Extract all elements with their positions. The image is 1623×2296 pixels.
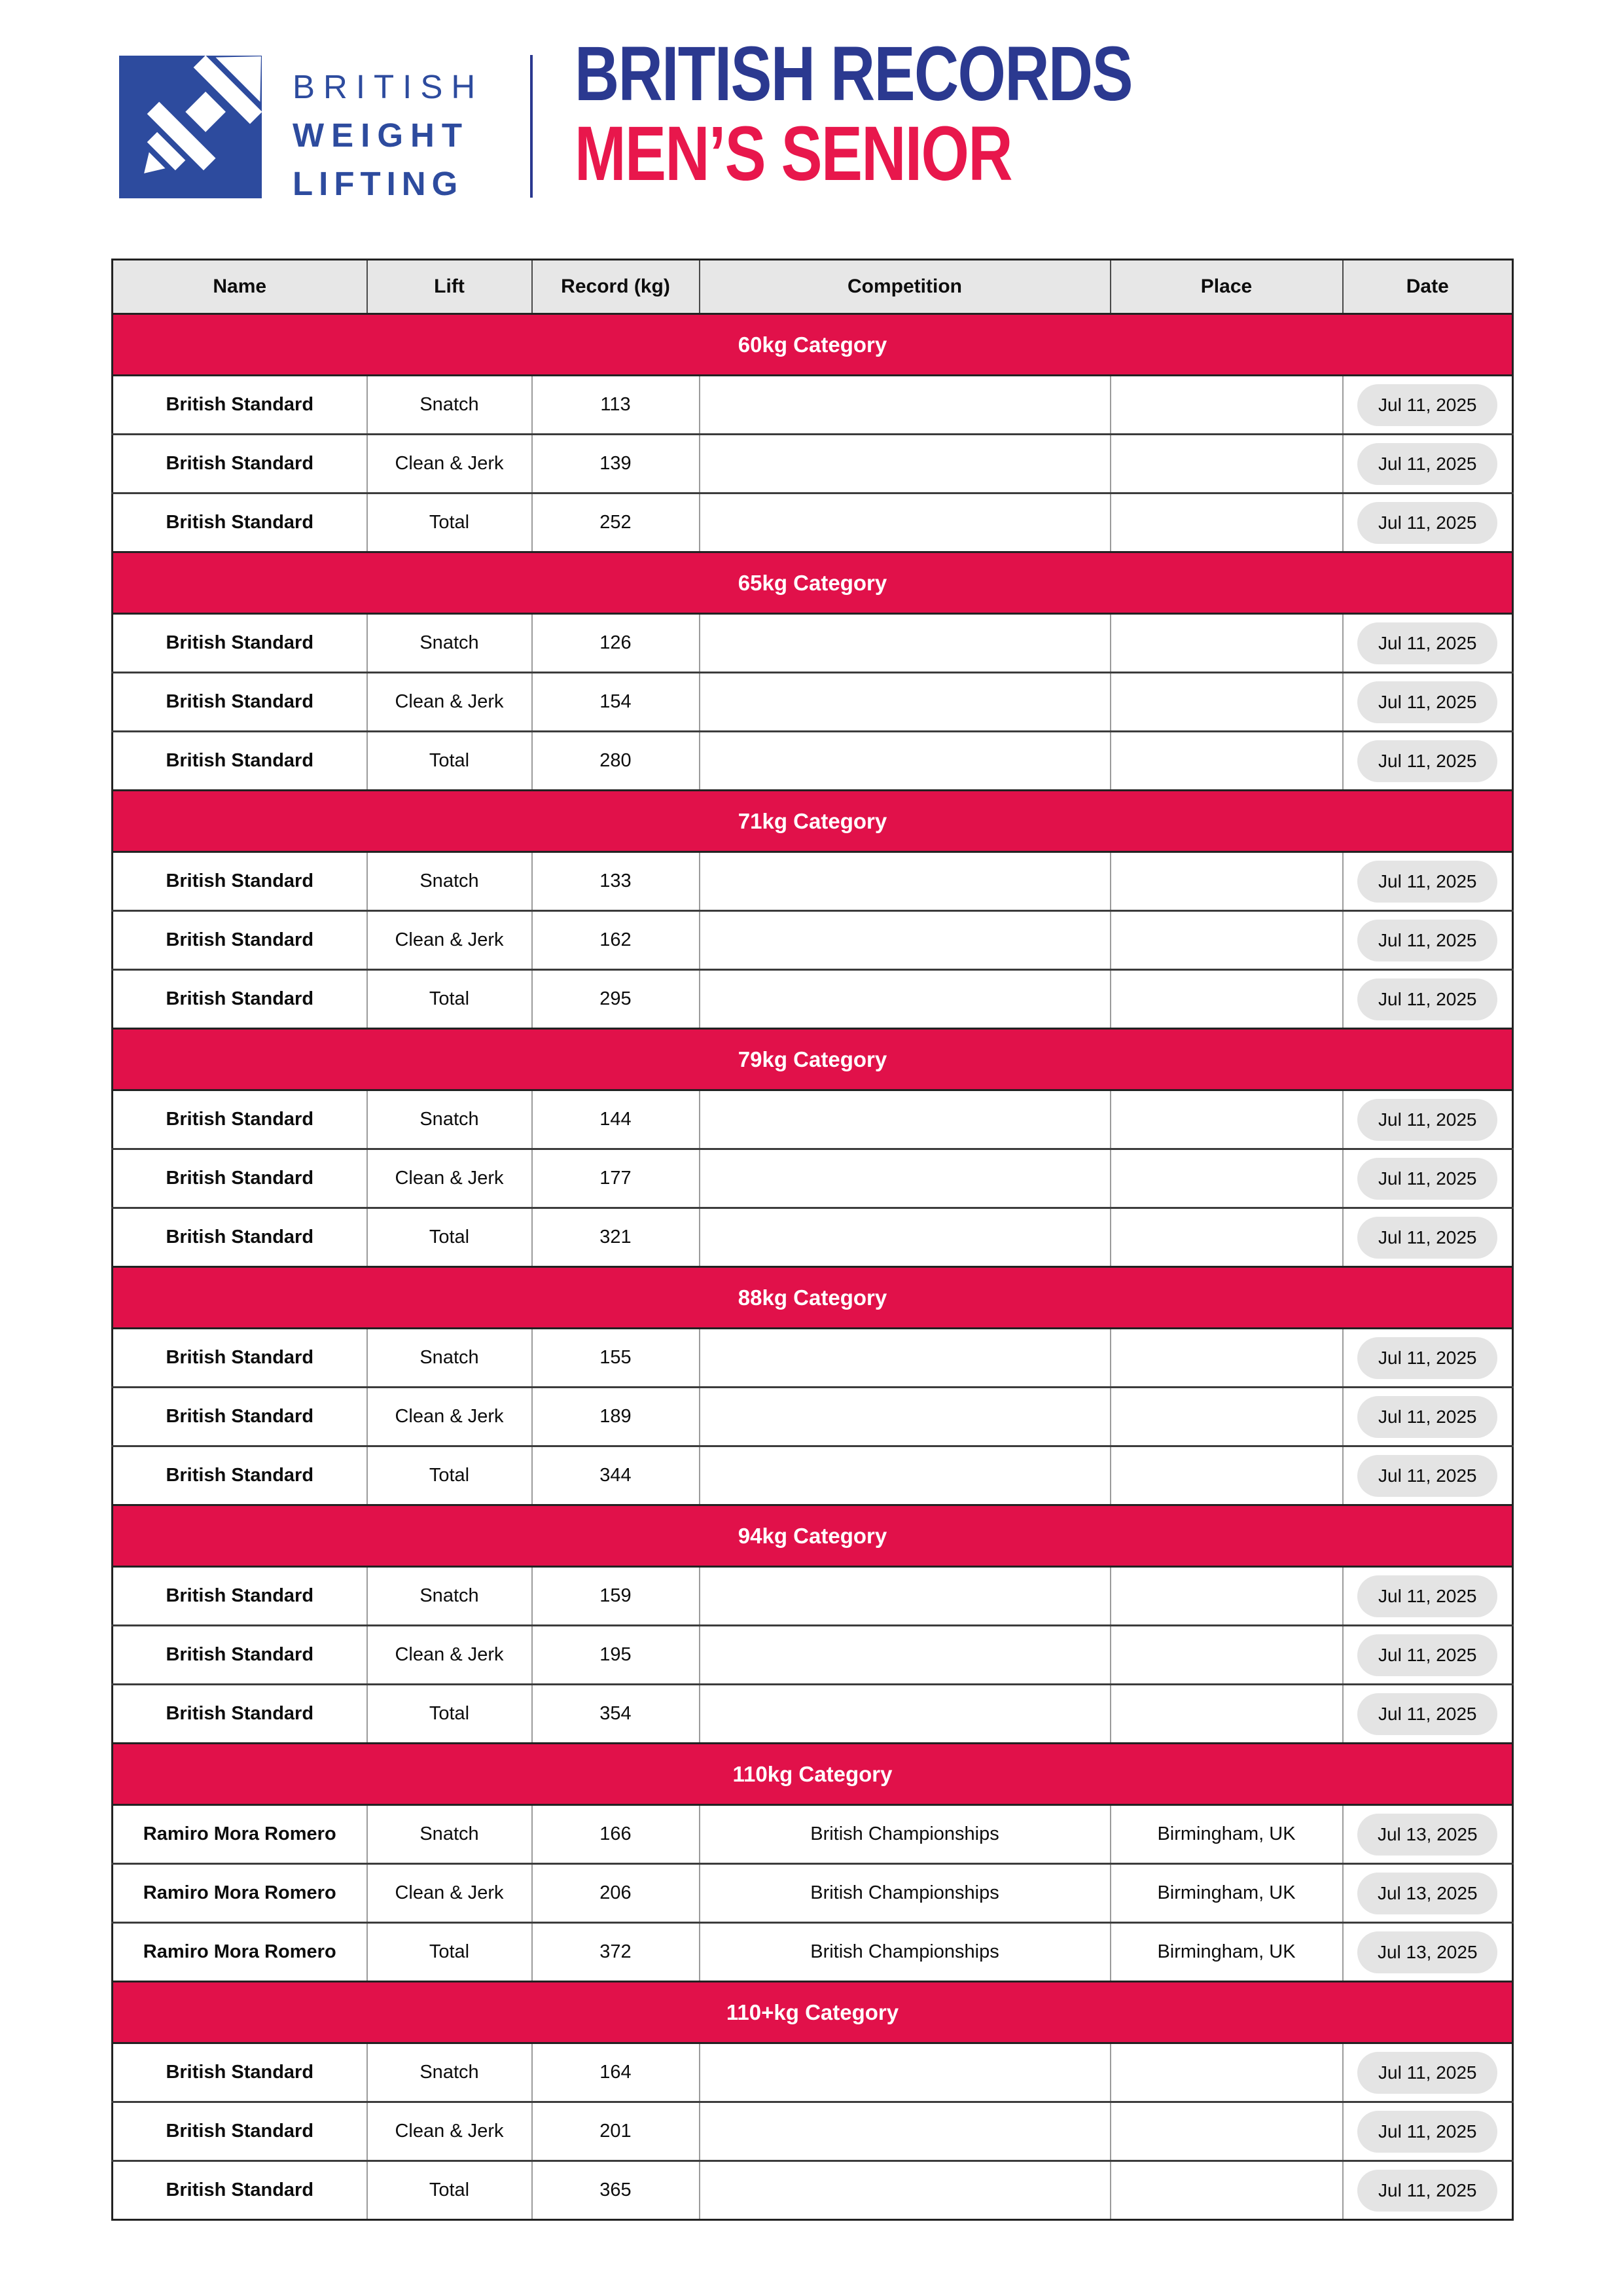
place-cell xyxy=(1111,852,1343,911)
name-cell: British Standard xyxy=(113,435,367,493)
date-cell xyxy=(1343,435,1513,493)
competition-cell xyxy=(700,673,1111,732)
date-cell xyxy=(1343,2102,1513,2161)
lift-cell: Clean & Jerk xyxy=(367,1388,532,1446)
date-badge: Jul 11, 2025 xyxy=(1357,920,1497,961)
place-cell xyxy=(1111,376,1343,435)
competition-cell: British Championships xyxy=(700,1864,1111,1923)
place-cell xyxy=(1111,1626,1343,1685)
category-band: 110+kg Category xyxy=(113,1982,1513,2043)
place-cell xyxy=(1111,614,1343,673)
record-kg-cell: 126 xyxy=(532,614,700,673)
competition-cell xyxy=(700,2102,1111,2161)
record-kg-cell: 139 xyxy=(532,435,700,493)
lift-cell: Total xyxy=(367,493,532,552)
place-cell xyxy=(1111,435,1343,493)
record-kg-cell: 206 xyxy=(532,1864,700,1923)
category-band: 94kg Category xyxy=(113,1505,1513,1567)
name-cell: British Standard xyxy=(113,376,367,435)
place-cell xyxy=(1111,1090,1343,1149)
record-row xyxy=(113,1329,1513,1388)
lift-cell: Total xyxy=(367,1208,532,1267)
date-badge: Jul 13, 2025 xyxy=(1357,1931,1497,1973)
date-badge: Jul 11, 2025 xyxy=(1357,2111,1497,2153)
competition-cell xyxy=(700,732,1111,791)
competition-cell xyxy=(700,1090,1111,1149)
date-cell xyxy=(1343,2043,1513,2102)
date-badge: Jul 11, 2025 xyxy=(1357,502,1497,544)
date-badge: Jul 11, 2025 xyxy=(1357,1634,1497,1676)
header-name: Name xyxy=(113,260,367,314)
record-row xyxy=(113,1685,1513,1744)
lift-cell: Clean & Jerk xyxy=(367,673,532,732)
competition-cell xyxy=(700,1388,1111,1446)
record-row xyxy=(113,2043,1513,2102)
place-cell: Birmingham, UK xyxy=(1111,1923,1343,1982)
date-cell xyxy=(1343,1090,1513,1149)
date-cell xyxy=(1343,1923,1513,1982)
record-row xyxy=(113,376,1513,435)
competition-cell xyxy=(700,1329,1111,1388)
date-badge: Jul 11, 2025 xyxy=(1357,2170,1497,2212)
lift-cell: Snatch xyxy=(367,614,532,673)
lift-cell: Clean & Jerk xyxy=(367,1864,532,1923)
brand-wordmark xyxy=(293,63,484,208)
record-kg-cell: 155 xyxy=(532,1329,700,1388)
record-kg-cell: 133 xyxy=(532,852,700,911)
category-band: 79kg Category xyxy=(113,1029,1513,1090)
record-row xyxy=(113,852,1513,911)
lift-cell: Clean & Jerk xyxy=(367,1149,532,1208)
record-row xyxy=(113,911,1513,970)
date-badge: Jul 13, 2025 xyxy=(1357,1814,1497,1856)
record-kg-cell: 166 xyxy=(532,1805,700,1864)
date-cell xyxy=(1343,911,1513,970)
record-kg-cell: 372 xyxy=(532,1923,700,1982)
bwl-logo xyxy=(119,56,262,198)
date-badge: Jul 11, 2025 xyxy=(1357,1575,1497,1617)
name-cell: British Standard xyxy=(113,614,367,673)
name-cell: British Standard xyxy=(113,673,367,732)
competition-cell: British Championships xyxy=(700,1923,1111,1982)
brand-line-3: LIFTING xyxy=(293,165,464,202)
record-kg-cell: 201 xyxy=(532,2102,700,2161)
category-row xyxy=(113,1505,1513,1567)
date-badge: Jul 13, 2025 xyxy=(1357,1873,1497,1914)
competition-cell xyxy=(700,911,1111,970)
competition-cell xyxy=(700,2161,1111,2220)
date-cell xyxy=(1343,1685,1513,1744)
category-row xyxy=(113,1267,1513,1329)
name-cell: British Standard xyxy=(113,1446,367,1505)
place-cell xyxy=(1111,1446,1343,1505)
date-cell xyxy=(1343,614,1513,673)
date-badge: Jul 11, 2025 xyxy=(1357,1396,1497,1438)
record-kg-cell: 365 xyxy=(532,2161,700,2220)
date-cell xyxy=(1343,1805,1513,1864)
place-cell xyxy=(1111,493,1343,552)
date-cell xyxy=(1343,852,1513,911)
page-title xyxy=(575,31,1272,197)
lift-cell: Clean & Jerk xyxy=(367,1626,532,1685)
record-kg-cell: 113 xyxy=(532,376,700,435)
name-cell: British Standard xyxy=(113,1208,367,1267)
category-band: 110kg Category xyxy=(113,1744,1513,1805)
record-row xyxy=(113,970,1513,1029)
date-cell xyxy=(1343,1208,1513,1267)
record-row xyxy=(113,1567,1513,1626)
record-kg-cell: 189 xyxy=(532,1388,700,1446)
name-cell: British Standard xyxy=(113,1149,367,1208)
date-cell xyxy=(1343,1388,1513,1446)
record-kg-cell: 159 xyxy=(532,1567,700,1626)
lift-cell: Snatch xyxy=(367,376,532,435)
records-body xyxy=(113,314,1513,2220)
record-row xyxy=(113,1805,1513,1864)
competition-cell: British Championships xyxy=(700,1805,1111,1864)
name-cell: British Standard xyxy=(113,2161,367,2220)
record-kg-cell: 295 xyxy=(532,970,700,1029)
brand-line-2: WEIGHT xyxy=(293,117,469,154)
record-row xyxy=(113,2161,1513,2220)
name-cell: British Standard xyxy=(113,1626,367,1685)
lift-cell: Total xyxy=(367,2161,532,2220)
category-band: 65kg Category xyxy=(113,552,1513,614)
competition-cell xyxy=(700,1626,1111,1685)
lift-cell: Total xyxy=(367,1923,532,1982)
category-row xyxy=(113,1982,1513,2043)
record-kg-cell: 164 xyxy=(532,2043,700,2102)
name-cell: British Standard xyxy=(113,1685,367,1744)
name-cell: British Standard xyxy=(113,970,367,1029)
competition-cell xyxy=(700,614,1111,673)
brand-line-1: BRITISH xyxy=(293,68,484,105)
category-row xyxy=(113,791,1513,852)
lift-cell: Snatch xyxy=(367,1567,532,1626)
date-cell xyxy=(1343,732,1513,791)
place-cell: Birmingham, UK xyxy=(1111,1805,1343,1864)
date-badge: Jul 11, 2025 xyxy=(1357,2052,1497,2094)
records-table xyxy=(111,259,1512,2221)
record-row xyxy=(113,673,1513,732)
header-date: Date xyxy=(1343,260,1513,314)
date-cell xyxy=(1343,1446,1513,1505)
category-band: 60kg Category xyxy=(113,314,1513,376)
date-cell xyxy=(1343,376,1513,435)
name-cell: British Standard xyxy=(113,2043,367,2102)
place-cell xyxy=(1111,1567,1343,1626)
date-badge: Jul 11, 2025 xyxy=(1357,443,1497,485)
record-kg-cell: 344 xyxy=(532,1446,700,1505)
date-badge: Jul 11, 2025 xyxy=(1357,1158,1497,1200)
record-kg-cell: 354 xyxy=(532,1685,700,1744)
name-cell: British Standard xyxy=(113,1388,367,1446)
record-row xyxy=(113,1149,1513,1208)
name-cell: British Standard xyxy=(113,1567,367,1626)
record-row xyxy=(113,1864,1513,1923)
date-badge: Jul 11, 2025 xyxy=(1357,1337,1497,1379)
date-badge: Jul 11, 2025 xyxy=(1357,1099,1497,1141)
competition-cell xyxy=(700,2043,1111,2102)
category-band: 88kg Category xyxy=(113,1267,1513,1329)
name-cell: Ramiro Mora Romero xyxy=(113,1864,367,1923)
place-cell xyxy=(1111,1685,1343,1744)
place-cell xyxy=(1111,732,1343,791)
date-cell xyxy=(1343,1567,1513,1626)
place-cell xyxy=(1111,911,1343,970)
category-row xyxy=(113,1744,1513,1805)
record-row xyxy=(113,1090,1513,1149)
lift-cell: Snatch xyxy=(367,2043,532,2102)
date-cell xyxy=(1343,1626,1513,1685)
competition-cell xyxy=(700,970,1111,1029)
brand-divider xyxy=(530,55,533,198)
competition-cell xyxy=(700,435,1111,493)
category-row xyxy=(113,1029,1513,1090)
record-row xyxy=(113,493,1513,552)
record-row xyxy=(113,732,1513,791)
record-row xyxy=(113,1208,1513,1267)
record-kg-cell: 280 xyxy=(532,732,700,791)
record-row xyxy=(113,1388,1513,1446)
competition-cell xyxy=(700,376,1111,435)
place-cell: Birmingham, UK xyxy=(1111,1864,1343,1923)
date-cell xyxy=(1343,673,1513,732)
category-band: 71kg Category xyxy=(113,791,1513,852)
record-row xyxy=(113,1626,1513,1685)
date-badge: Jul 11, 2025 xyxy=(1357,740,1497,782)
record-kg-cell: 144 xyxy=(532,1090,700,1149)
date-badge: Jul 11, 2025 xyxy=(1357,978,1497,1020)
category-row xyxy=(113,314,1513,376)
date-cell xyxy=(1343,1149,1513,1208)
name-cell: British Standard xyxy=(113,852,367,911)
competition-cell xyxy=(700,1149,1111,1208)
header-competition: Competition xyxy=(700,260,1111,314)
place-cell xyxy=(1111,2161,1343,2220)
record-row xyxy=(113,1923,1513,1982)
lift-cell: Snatch xyxy=(367,1805,532,1864)
place-cell xyxy=(1111,2043,1343,2102)
name-cell: British Standard xyxy=(113,1090,367,1149)
lift-cell: Snatch xyxy=(367,852,532,911)
record-kg-cell: 321 xyxy=(532,1208,700,1267)
name-cell: British Standard xyxy=(113,732,367,791)
competition-cell xyxy=(700,1567,1111,1626)
name-cell: British Standard xyxy=(113,2102,367,2161)
lift-cell: Total xyxy=(367,1685,532,1744)
name-cell: British Standard xyxy=(113,911,367,970)
name-cell: British Standard xyxy=(113,1329,367,1388)
name-cell: Ramiro Mora Romero xyxy=(113,1923,367,1982)
date-badge: Jul 11, 2025 xyxy=(1357,861,1497,903)
place-cell xyxy=(1111,970,1343,1029)
competition-cell xyxy=(700,852,1111,911)
place-cell xyxy=(1111,673,1343,732)
date-cell xyxy=(1343,970,1513,1029)
place-cell xyxy=(1111,1208,1343,1267)
header-place: Place xyxy=(1111,260,1343,314)
table-header-row xyxy=(113,260,1513,314)
title-british-records: BRITISH RECORDS xyxy=(575,31,1132,117)
lift-cell: Snatch xyxy=(367,1090,532,1149)
header-lift: Lift xyxy=(367,260,532,314)
record-kg-cell: 154 xyxy=(532,673,700,732)
record-row xyxy=(113,614,1513,673)
lift-cell: Clean & Jerk xyxy=(367,911,532,970)
record-row xyxy=(113,2102,1513,2161)
barbell-icon xyxy=(119,56,262,198)
date-cell xyxy=(1343,493,1513,552)
date-badge: Jul 11, 2025 xyxy=(1357,384,1497,426)
lift-cell: Total xyxy=(367,970,532,1029)
date-badge: Jul 11, 2025 xyxy=(1357,681,1497,723)
place-cell xyxy=(1111,1329,1343,1388)
lift-cell: Snatch xyxy=(367,1329,532,1388)
date-cell xyxy=(1343,1864,1513,1923)
header-record-kg: Record (kg) xyxy=(532,260,700,314)
lift-cell: Total xyxy=(367,732,532,791)
place-cell xyxy=(1111,1388,1343,1446)
date-badge: Jul 11, 2025 xyxy=(1357,1693,1497,1735)
competition-cell xyxy=(700,1208,1111,1267)
place-cell xyxy=(1111,2102,1343,2161)
record-kg-cell: 177 xyxy=(532,1149,700,1208)
date-badge: Jul 11, 2025 xyxy=(1357,622,1497,664)
lift-cell: Clean & Jerk xyxy=(367,435,532,493)
competition-cell xyxy=(700,1685,1111,1744)
lift-cell: Clean & Jerk xyxy=(367,2102,532,2161)
record-kg-cell: 195 xyxy=(532,1626,700,1685)
place-cell xyxy=(1111,1149,1343,1208)
title-mens-senior: MEN’S SENIOR xyxy=(575,111,1012,197)
record-row xyxy=(113,435,1513,493)
date-cell xyxy=(1343,1329,1513,1388)
date-badge: Jul 11, 2025 xyxy=(1357,1455,1497,1497)
category-row xyxy=(113,552,1513,614)
record-kg-cell: 162 xyxy=(532,911,700,970)
date-cell xyxy=(1343,2161,1513,2220)
date-badge: Jul 11, 2025 xyxy=(1357,1217,1497,1259)
lift-cell: Total xyxy=(367,1446,532,1505)
name-cell: British Standard xyxy=(113,493,367,552)
competition-cell xyxy=(700,493,1111,552)
competition-cell xyxy=(700,1446,1111,1505)
name-cell: Ramiro Mora Romero xyxy=(113,1805,367,1864)
record-kg-cell: 252 xyxy=(532,493,700,552)
record-row xyxy=(113,1446,1513,1505)
